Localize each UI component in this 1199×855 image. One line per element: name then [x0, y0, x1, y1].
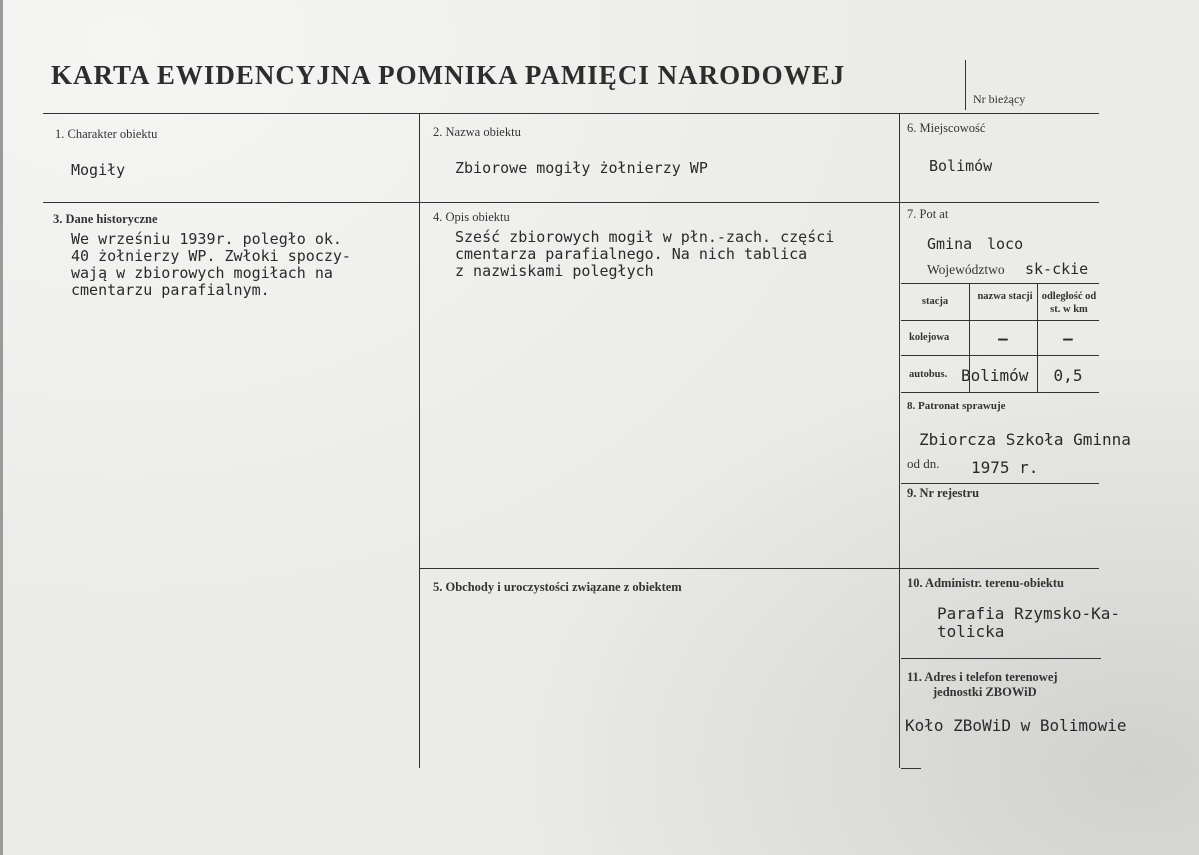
header-odleglosc: odległość od st. w km [1041, 291, 1097, 315]
administrator-label: 10. Administr. terenu-obiektu [907, 576, 1064, 590]
header-nazwa-stacji: nazwa stacji [977, 291, 1033, 302]
table-top [901, 283, 1099, 284]
right-rule-9 [901, 483, 1099, 484]
patronat-value: Zbiorcza Szkoła Gminna [919, 430, 1131, 449]
row1-rule [43, 202, 1099, 203]
dane-line-3: wają w zbiorowych mogiłach na [71, 264, 333, 282]
col-divider-2 [899, 113, 900, 768]
dane-line-4: cmentarzu parafialnym. [71, 281, 270, 299]
patronat-label: 8. Patronat sprawuje [907, 400, 1006, 412]
header-stacja: stacja [921, 296, 949, 307]
bottom-tick [901, 768, 921, 769]
opis-line-1: Sześć zbiorowych mogił w płn.-zach. części [455, 228, 835, 246]
opis-line-3: z nazwiskami poległych [455, 262, 654, 280]
miejscowosc-value: Bolimów [929, 157, 993, 175]
table-header-rule [901, 320, 1099, 321]
row-kolejowa-type: kolejowa [909, 332, 950, 343]
administrator-line-1: Parafia Rzymsko-Ka- [937, 604, 1121, 623]
right-rule-11 [901, 658, 1101, 659]
row-autobus-name: Bolimów [961, 366, 1029, 385]
nazwa-value: Zbiorowe mogiły żołnierzy WP [455, 159, 708, 177]
adres-label-1: 11. Adres i telefon terenowej [907, 670, 1058, 684]
adres-value: Koło ZBoWiD w Bolimowie [905, 716, 1127, 735]
row-autobus-type: autobus. [909, 369, 948, 380]
obchody-label: 5. Obchody i uroczystości związane z obiektem [433, 580, 682, 594]
od-dn-value: 1975 r. [971, 458, 1039, 477]
table-bottom [901, 392, 1099, 393]
opis-line-2: cmentarza parafialnego. Na nich tablica [455, 245, 808, 263]
charakter-value: Mogiły [71, 161, 126, 179]
dane-line-2: 40 żołnierzy WP. Zwłoki spoczy- [71, 247, 351, 265]
gmina-value: loco [987, 235, 1024, 253]
od-dn-label: od dn. [907, 456, 940, 471]
administrator-line-2: tolicka [937, 622, 1005, 641]
powiat-label: 7. Pot at [907, 207, 949, 221]
col-divider-1 [419, 113, 420, 768]
adres-label-2: jednostki ZBOWiD [933, 685, 1037, 699]
nr-rejestru-label: 9. Nr rejestru [907, 486, 980, 500]
gmina-label: Gmina [927, 235, 973, 253]
opis-label: 4. Opis obiektu [433, 210, 510, 224]
dane-historyczne-label: 3. Dane historyczne [53, 212, 158, 226]
nr-biezacy-label: Nr bieżący [973, 92, 1026, 106]
miejscowosc-label: 6. Miejscowość [907, 121, 986, 135]
charakter-label: 1. Charakter obiektu [55, 127, 158, 141]
row-autobus-distance: 0,5 [1053, 366, 1083, 385]
row-kolejowa-distance: — [1063, 329, 1073, 348]
wojewodztwo-value: sk-ckie [1025, 260, 1089, 278]
nr-divider [965, 60, 966, 110]
table-row1-rule [901, 355, 1099, 356]
top-rule [43, 113, 1099, 114]
nazwa-label: 2. Nazwa obiektu [433, 125, 521, 139]
row-kolejowa-name: — [998, 329, 1008, 348]
card-title: KARTA EWIDENCYJNA POMNIKA PAMIĘCI NARODOWEJ [51, 60, 846, 90]
wojewodztwo-label: Województwo [927, 262, 1005, 277]
row2-rule [419, 568, 1099, 569]
dane-line-1: We wrześniu 1939r. poległo ok. [71, 230, 342, 248]
